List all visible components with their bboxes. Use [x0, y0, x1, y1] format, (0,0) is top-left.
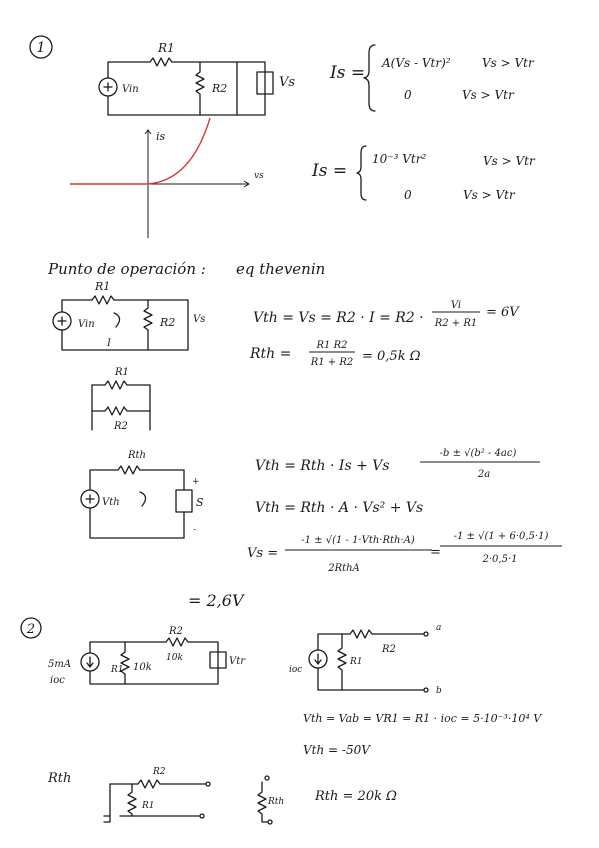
vth-eq: Vth = Vs = R2 · I = R2 · [253, 310, 424, 326]
is-case2-expr: 0 [404, 88, 412, 102]
is-num-case2-cond: Vs > Vtr [463, 188, 515, 202]
oc-r1-label: R1 [350, 657, 363, 667]
graph-xlabel: vs [254, 171, 264, 181]
vth-equation [253, 300, 520, 329]
operating-point-heading: Punto de operación : [48, 260, 206, 278]
rth-box-label: Rth [268, 797, 285, 807]
c2-current-label: I [107, 338, 111, 349]
vin-label: Vin [122, 84, 139, 95]
rth-r2-label: R2 [153, 767, 166, 777]
vs-eq2-den: 2·0,5·1 [482, 554, 518, 565]
c2-vs-label: Vs [193, 314, 206, 325]
thev-vth-label: Vth [102, 497, 120, 508]
quad-den: 2a [477, 469, 491, 480]
is-case1-cond: Vs > Vtr [482, 56, 534, 70]
vth-result: = 6V [486, 305, 519, 320]
oc-a-label: a [436, 623, 442, 633]
problem-number: 1 [36, 40, 46, 56]
is-num-case1-expr: 10⁻³ Vtr² [372, 152, 427, 166]
circuit-3 [48, 626, 246, 686]
vth-frac-den: R2 + R1 [434, 318, 478, 329]
circuit-1 [99, 41, 295, 115]
is-definition [329, 45, 535, 111]
parallel-resistors [92, 367, 150, 432]
r2-label: R2 [212, 82, 228, 95]
vs-frac-den: 2RthA [328, 563, 360, 574]
rth-result: = 0,5k Ω [362, 349, 421, 364]
c3-r2-label: R2 [169, 626, 183, 637]
open-circuit [289, 623, 442, 696]
oc-b-label: b [436, 686, 442, 696]
thev-rth-label: Rth [128, 450, 146, 461]
p2-rth-result: Rth = 20k Ω [315, 789, 397, 804]
vs-equals: = [430, 545, 441, 560]
vs-result: = 2,6V [188, 591, 244, 610]
rth-frac-num: R1 R2 [316, 340, 348, 351]
eq-vth-2: Vth = Rth · A · Vs² + Vs [255, 500, 424, 516]
problem-2-number: 2 [26, 622, 36, 637]
quad-num: -b ± √(b² - 4ac) [439, 448, 517, 459]
parallel-r2: R2 [114, 421, 128, 432]
vs-solution [247, 531, 562, 574]
c3-r1-value: 10k [133, 662, 152, 673]
is-num-case1-cond: Vs > Vtr [483, 154, 535, 168]
p2-vth-line: Vth = Vab = VR1 = R1 · ioc = 5·10⁻³·10⁴ V [303, 712, 542, 725]
thev-s-label: S [196, 496, 204, 509]
is-case1-expr: A(Vs - Vtr)² [382, 56, 451, 70]
vs-label: Vs [279, 75, 296, 90]
vth-frac-num: Vi [450, 300, 462, 311]
rth-r1-label: R1 [142, 801, 155, 811]
is-num-case2-expr: 0 [404, 188, 412, 202]
thev-minus: - [193, 525, 197, 535]
quadratic-formula [420, 448, 540, 480]
p2-vth-result: Vth = -50V [303, 743, 370, 757]
c2-r2-label: R2 [160, 316, 176, 329]
rth-equation [249, 340, 421, 368]
is-case2-cond: Vs > Vtr [462, 88, 514, 102]
is-vs-graph [70, 118, 264, 238]
is-num-lhs: Is = [312, 161, 348, 181]
circuit-2 [53, 280, 205, 350]
vs-frac-num: -1 ± √(1 - 1·Vth·Rth·A) [301, 535, 415, 546]
c3-source-name: ioc [50, 675, 65, 686]
c3-r1-label: R1 [111, 665, 124, 675]
thev-plus: + [192, 477, 200, 487]
graph-ylabel: is [156, 130, 166, 143]
oc-r2-label: R2 [382, 644, 396, 655]
eq-vth-1: Vth = Rth · Is + Vs [255, 458, 390, 474]
oc-source-label: ioc [289, 665, 303, 675]
method-label: eq thevenin [236, 260, 326, 278]
p2-rth-label: Rth [48, 771, 72, 786]
c3-vtr-label: Vtr [229, 656, 246, 667]
c2-r1-label: R1 [95, 280, 111, 293]
is-numeric [311, 146, 536, 202]
is-lhs: Is = [330, 63, 366, 83]
rth-circuit [104, 767, 210, 822]
parallel-r1: R1 [115, 367, 129, 378]
rth-lhs: Rth = [250, 346, 292, 362]
c3-r2-value: 10k [166, 653, 183, 663]
vs-eq2-num: -1 ± √(1 + 6·0,5·1) [453, 531, 549, 542]
r1-label: R1 [158, 41, 175, 55]
rth-frac-den: R1 + R2 [310, 357, 354, 368]
vs-lhs: Vs = [247, 546, 279, 561]
is-curve [72, 118, 210, 184]
c3-source-label: 5mA [48, 659, 72, 670]
c2-vin-label: Vin [78, 319, 95, 330]
rth-equivalent [258, 776, 284, 824]
thevenin-circuit [81, 450, 204, 538]
